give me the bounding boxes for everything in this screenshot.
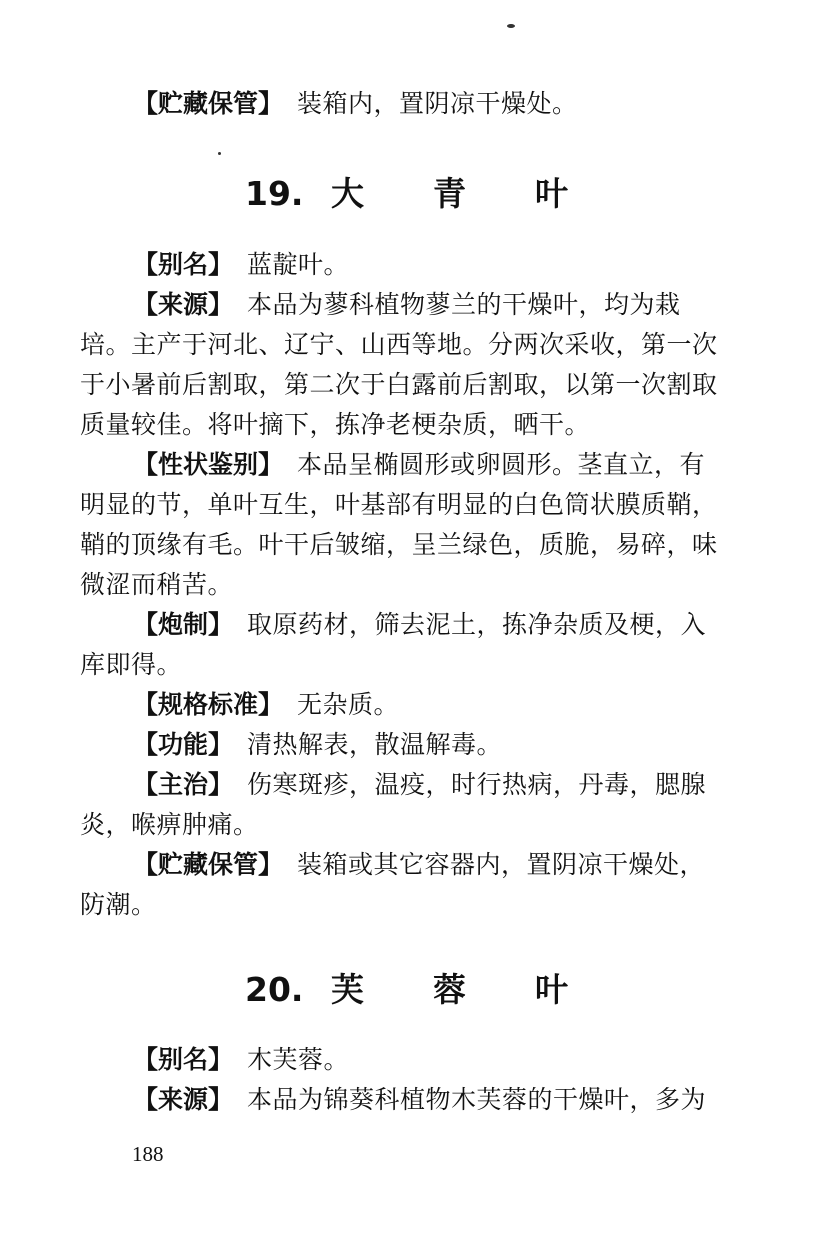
entry-label: 【贮藏保管】 <box>133 89 284 118</box>
entry-label: 【炮制】 <box>133 610 234 639</box>
heading-char: 青 <box>433 174 466 213</box>
entry-text: 装箱或其它容器内，置阴凉干燥处， <box>297 850 706 879</box>
text-line: 微涩而稍苦。 <box>80 570 234 599</box>
text-line: 培。主产于河北、辽宁、山西等地。分两次采收，第一次 <box>80 330 718 359</box>
heading-number: 20. <box>245 970 304 1009</box>
entry-text: 本品呈椭圆形或卵圆形。茎直立，有 <box>297 450 706 479</box>
entry-processing <box>133 605 752 645</box>
entry-text: 本品为蓼科植物蓼兰的干燥叶，均为栽 <box>247 290 681 319</box>
entry-standard <box>133 685 752 725</box>
entry-label: 【别名】 <box>133 250 234 279</box>
entry-storage <box>133 845 752 885</box>
section-heading-20 <box>245 968 605 1012</box>
text-line: 防潮。 <box>80 890 157 919</box>
heading-number: 19. <box>245 174 304 213</box>
entry-label: 【功能】 <box>133 730 234 759</box>
entry-label: 【规格标准】 <box>133 690 284 719</box>
entry-text: 取原药材，筛去泥土，拣净杂质及梗，入 <box>247 610 707 639</box>
heading-char: 大 <box>331 174 364 213</box>
entry-text: 无杂质。 <box>297 690 400 719</box>
entry-text: 木芙蓉。 <box>247 1045 350 1074</box>
entry-label: 【来源】 <box>133 1085 234 1114</box>
entry-alias <box>133 245 752 285</box>
entry-label: 【性状鉴别】 <box>133 450 284 479</box>
heading-char: 芙 <box>331 970 364 1009</box>
entry-label: 【来源】 <box>133 290 234 319</box>
entry-text: 蓝靛叶。 <box>247 250 350 279</box>
entry-indications <box>133 765 752 805</box>
heading-char: 叶 <box>535 174 568 213</box>
entry-label: 【主治】 <box>133 770 234 799</box>
entry-text: 本品为锦葵科植物木芙蓉的干燥叶，多为 <box>247 1085 707 1114</box>
section-heading-19 <box>245 172 605 216</box>
entry-text: 清热解表，散温解毒。 <box>247 730 503 759</box>
text-line: 鞘的顶缘有毛。叶干后皱缩，呈兰绿色，质脆，易碎，味 <box>80 530 718 559</box>
entry-text: 伤寒斑疹，温疫，时行热病，丹毒，腮腺 <box>247 770 707 799</box>
text-line: 质量较佳。将叶摘下，拣净老梗杂质，晒干。 <box>80 410 591 439</box>
text-line: 于小暑前后割取，第二次于白露前后割取，以第一次割取 <box>80 370 718 399</box>
scan-speck <box>507 24 515 28</box>
heading-char: 叶 <box>535 970 568 1009</box>
entry-label: 【贮藏保管】 <box>133 850 284 879</box>
text-line: 库即得。 <box>80 650 183 679</box>
scan-speck <box>218 152 221 155</box>
entry-text: 装箱内，置阴凉干燥处。 <box>297 89 578 118</box>
entry-alias <box>133 1040 752 1080</box>
text-line: 炎，喉痹肿痛。 <box>80 810 259 839</box>
entry-characteristics <box>133 445 752 485</box>
storage-entry-prev <box>133 84 752 124</box>
entry-label: 【别名】 <box>133 1045 234 1074</box>
heading-char: 蓉 <box>433 970 466 1009</box>
text-line: 明显的节，单叶互生，叶基部有明显的白色筒状膜质鞘， <box>80 490 718 519</box>
entry-source <box>133 285 752 325</box>
page-number: 188 <box>132 1142 164 1166</box>
entry-source <box>133 1080 752 1120</box>
entry-function <box>133 725 752 765</box>
